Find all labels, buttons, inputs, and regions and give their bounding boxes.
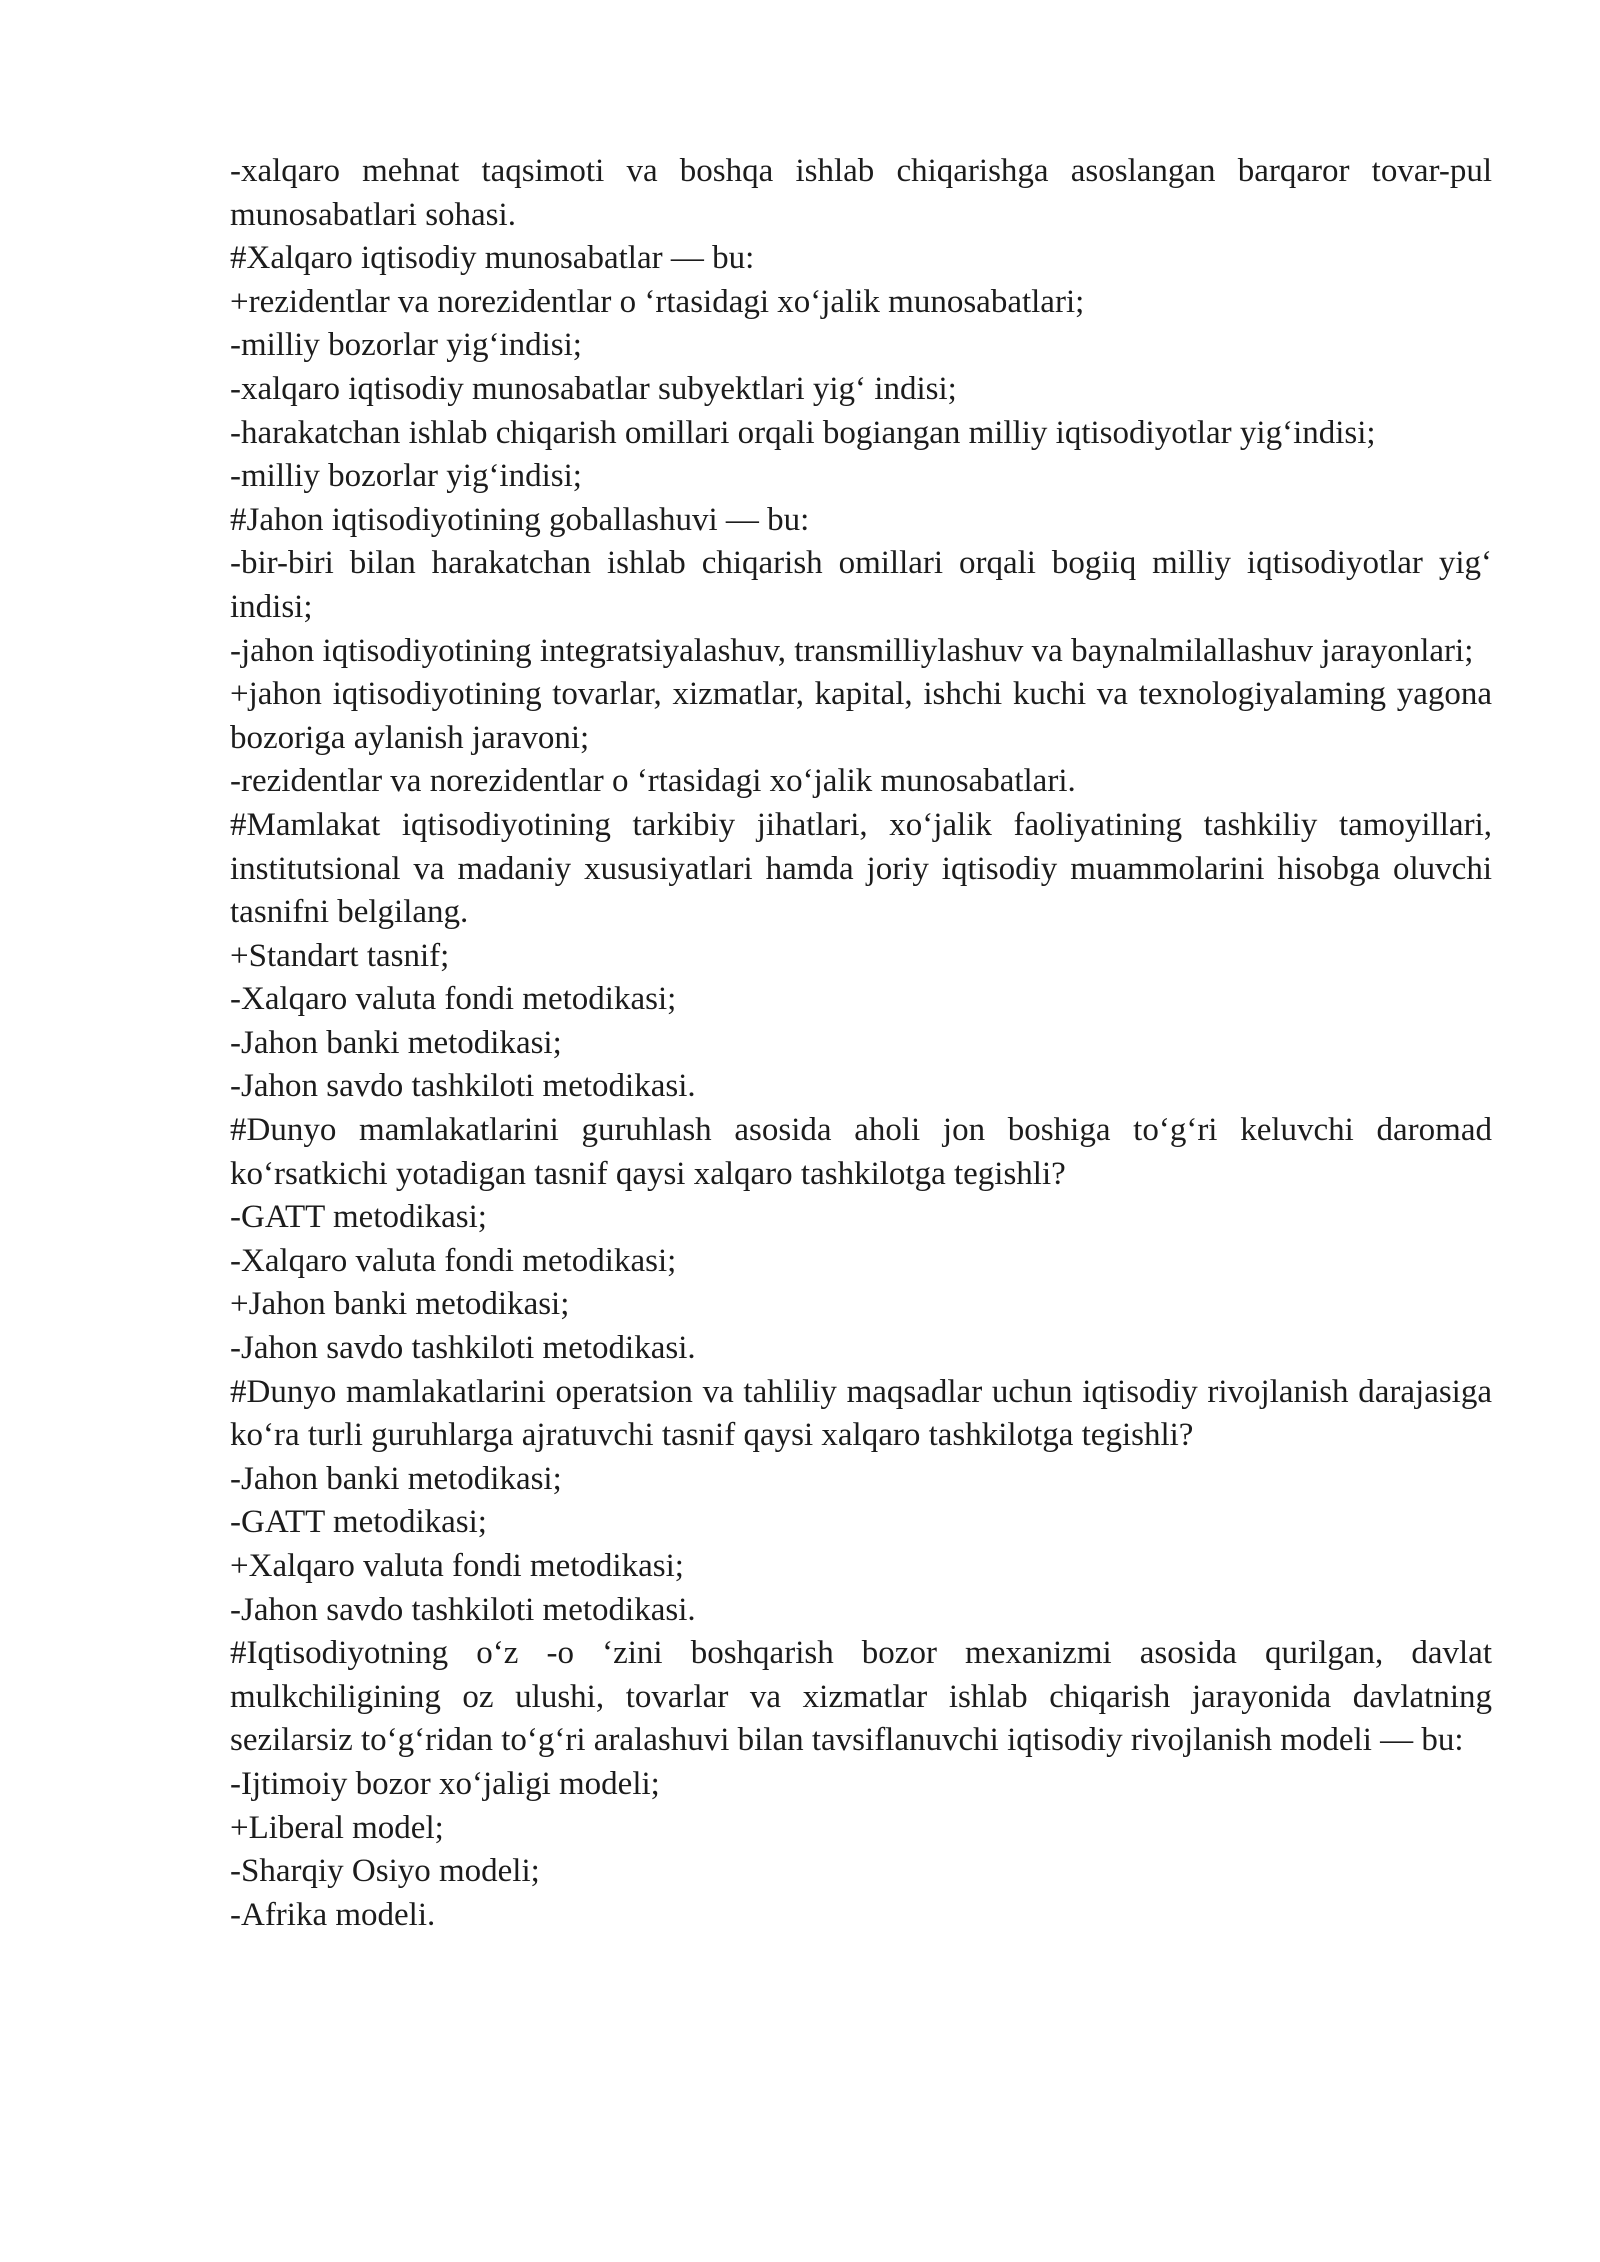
answer-option: -jahon iqtisodiyotining integratsiyalashuv, transmilliylashuv va baynalmilallashuv jarayonlari; bbox=[230, 632, 1474, 669]
answer-option: -Sharqiy Osiyo modeli; bbox=[230, 1853, 540, 1890]
answer-option: -Jahon savdo tashkiloti metodikasi. bbox=[230, 1330, 696, 1367]
answer-option: -GATT metodikasi; bbox=[230, 1199, 487, 1236]
question-text: #Dunyo mamlakatlarini guruhlash asosida aholi jon boshiga to‘g‘ri keluvchi daromad ko‘rsatkichi yotadigan tasnif qaysi xalqaro tashkilotga tegishli? bbox=[230, 1112, 1492, 1192]
answer-option: -Afrika modeli. bbox=[230, 1896, 436, 1933]
question-text: #Mamlakat iqtisodiyotining tarkibiy jihatlari, xo‘jalik faoliyatining tashkiliy tamoyillari, institutsional va madaniy xususiyatlari hamda joriy iqtisodiy muammolarini hisobga oluvchi tasnifni belgilang. bbox=[230, 806, 1492, 931]
question-text: #Jahon iqtisodiyotining goballashuvi — bu: bbox=[230, 501, 810, 538]
answer-option: -bir-biri bilan harakatchan ishlab chiqarish omillari orqali bogiiq milliy iqtisodiyotlar yig‘ indisi; bbox=[230, 545, 1492, 625]
answer-option: +rezidentlar va norezidentlar o ‘rtasidagi xo‘jalik munosabatlari; bbox=[230, 283, 1085, 320]
answer-option: -Jahon banki metodikasi; bbox=[230, 1460, 562, 1497]
answer-option: -GATT metodikasi; bbox=[230, 1504, 487, 1541]
answer-option: -Xalqaro valuta fondi metodikasi; bbox=[230, 1242, 677, 1279]
answer-option: +Jahon banki metodikasi; bbox=[230, 1286, 570, 1323]
answer-option: -xalqaro iqtisodiy munosabatlar subyektlari yig‘ indisi; bbox=[230, 370, 957, 407]
answer-option: -Jahon banki metodikasi; bbox=[230, 1024, 562, 1061]
answer-option: +Standart tasnif; bbox=[230, 937, 450, 974]
question-text: #Iqtisodiyotning o‘z -o ‘zini boshqarish bozor mexanizmi asosida qurilgan, davlat mulkchiligining oz ulushi, tovarlar va xizmatlar ishlab chiqarish jarayonida davlatning sezilarsiz to‘g‘ridan to‘g‘ri aralashuvi bilan tavsiflanuvchi iqtisodiy rivojlanish modeli — bu: bbox=[230, 1635, 1492, 1759]
answer-option: +Liberal model; bbox=[230, 1809, 444, 1846]
document-page bbox=[230, 150, 1492, 1937]
question-text: #Dunyo mamlakatlarini operatsion va tahliliy maqsadlar uchun iqtisodiy rivojlanish darajasiga ko‘ra turli guruhlarga ajratuvchi tasnif qaysi xalqaro tashkilotga tegishli? bbox=[230, 1373, 1492, 1454]
answer-option: -rezidentlar va norezidentlar o ‘rtasidagi xo‘jalik munosabatlari. bbox=[230, 763, 1076, 800]
answer-option: -milliy bozorlar yig‘indisi; bbox=[230, 458, 582, 495]
answer-option: -Jahon savdo tashkiloti metodikasi. bbox=[230, 1591, 696, 1628]
question-text: #Xalqaro iqtisodiy munosabatlar — bu: bbox=[230, 240, 755, 277]
answer-option: +Xalqaro valuta fondi metodikasi; bbox=[230, 1548, 684, 1584]
answer-option: -Xalqaro valuta fondi metodikasi; bbox=[230, 981, 677, 1018]
answer-option: -Ijtimoiy bozor xo‘jaligi modeli; bbox=[230, 1765, 660, 1802]
answer-option: -harakatchan ishlab chiqarish omillari orqali bogiangan milliy iqtisodiyotlar yig‘indisi; bbox=[230, 414, 1376, 451]
answer-option: -Jahon savdo tashkiloti metodikasi. bbox=[230, 1068, 696, 1105]
answer-option: -milliy bozorlar yig‘indisi; bbox=[230, 327, 582, 364]
answer-option: -xalqaro mehnat taqsimoti va boshqa ishlab chiqarishga asoslangan barqaror tovar-pul munosabatlari sohasi. bbox=[230, 153, 1492, 233]
answer-option: +jahon iqtisodiyotining tovarlar, xizmatlar, kapital, ishchi kuchi va texnologiyalaming yagona bozoriga aylanish jaravoni; bbox=[230, 676, 1492, 756]
